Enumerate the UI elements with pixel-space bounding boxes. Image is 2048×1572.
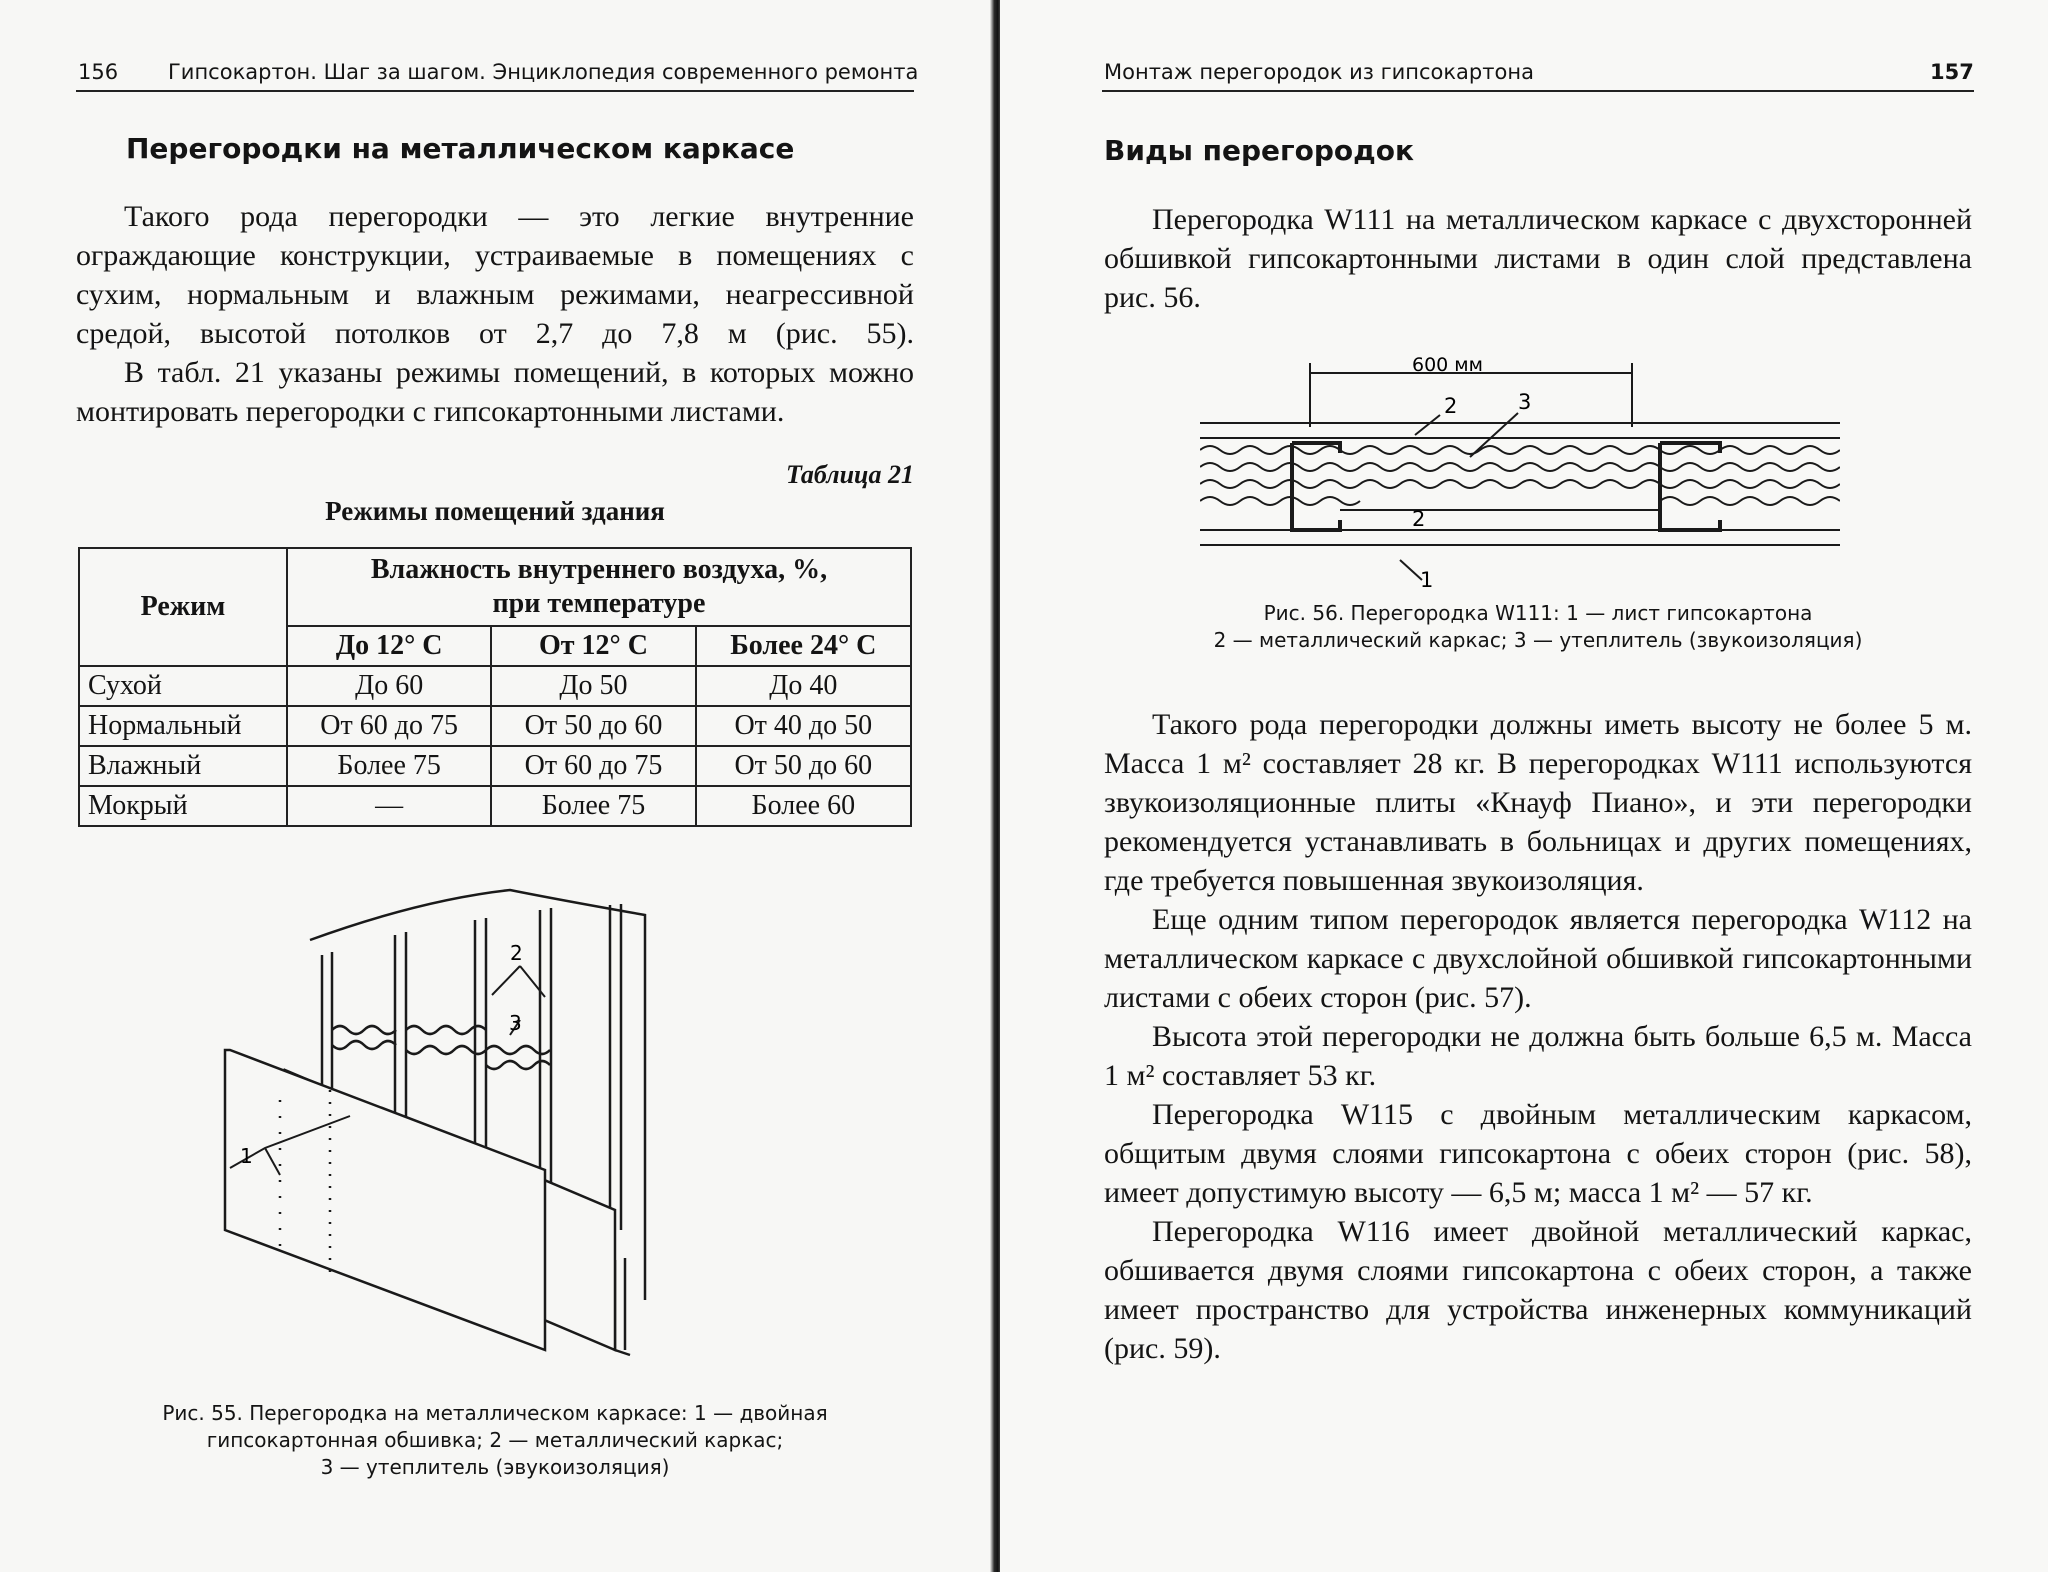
table-cell: Влажный [79, 746, 287, 786]
paragraph: Перегородка W116 имеет двойной металлический каркас, обшивается двумя слоями гипсокартона с обеих сторон, а также имеет пространство для устройства инженерных коммуникаций (рис. 59). [1104, 1215, 1972, 1365]
dimension-label: 600 мм [1412, 354, 1483, 376]
table-cell: До 60 [287, 666, 491, 706]
right-page [1000, 0, 2048, 1572]
table-cell: От 60 до 75 [287, 706, 491, 746]
table-title: Режимы помещений здания [325, 496, 665, 526]
figure-label: 2 [1412, 507, 1426, 531]
running-head: Гипсокартон. Шаг за шагом. Энциклопедия современного ремонта [168, 60, 919, 84]
paragraph: В табл. 21 указаны режимы помещений, в которых можно монтировать перегородки с гипсокартонными листами. [76, 356, 914, 428]
table-cell: Мокрый [79, 786, 287, 826]
figure-label: 3 [1518, 390, 1532, 414]
paragraph: Такого рода перегородки должны иметь высоту не более 5 м. Масса 1 м² составляет 28 кг. В перегородках W111 используются звукоизоляционные плиты «Кнауф Пиано», и эти перегородки рекомендуется устанавливать в больницах и других помещениях, где требуется повышенная звукоизоляция. [1104, 708, 1972, 897]
section-heading: Перегородки на металлическом каркасе [126, 132, 795, 165]
table-header-humidity: Влажность внутреннего воздуха, %, при температуре [287, 548, 911, 626]
table-subheader: От 12° С [491, 626, 695, 666]
table-cell: Более 75 [491, 786, 695, 826]
table-cell: От 60 до 75 [491, 746, 695, 786]
table-cell: Сухой [79, 666, 287, 706]
page-number: 156 [78, 60, 119, 84]
section-heading: Виды перегородок [1104, 134, 1415, 167]
body-text-top [1104, 200, 1972, 317]
figure-55-partition-drawing [220, 880, 700, 1380]
figure-56-caption: Рис. 56. Перегородка W111: 1 — лист гипсокартона 2 — металлический каркас; 3 — утеплитель (звукоизоляция) [1213, 601, 1863, 652]
figure-56-section-drawing [1200, 345, 1840, 590]
left-page [0, 0, 990, 1572]
header-rule [76, 90, 914, 92]
figure-label: 1 [240, 1144, 253, 1168]
table-cell: От 40 до 50 [696, 706, 911, 746]
table-cell: Более 60 [696, 786, 911, 826]
table-row [79, 666, 911, 706]
table-cell: До 50 [491, 666, 695, 706]
paragraph: Высота этой перегородки не должна быть больше 6,5 м. Масса 1 м² составляет 53 кг. [1104, 1020, 1972, 1092]
figure-label: 3 [509, 1011, 522, 1035]
table-cell: Более 75 [287, 746, 491, 786]
header-rule [1102, 90, 1974, 92]
table-row [79, 706, 911, 746]
paragraph: Перегородка W115 с двойным металлическим каркасом, общитым двумя слоями гипсокартона с обеих сторон (рис. 58), имеет допустимую высоту — 6,5 м; масса 1 м² — 57 кг. [1104, 1098, 1972, 1209]
figure-label: 2 [510, 941, 523, 965]
table-subheader: Более 24° С [696, 626, 911, 666]
table-cell: От 50 до 60 [696, 746, 911, 786]
running-head: Монтаж перегородок из гипсокартона [1104, 60, 1534, 84]
page-number: 157 [1930, 60, 1974, 84]
table-cell: До 40 [696, 666, 911, 706]
figure-label: 2 [1444, 394, 1458, 418]
paragraph: Еще одним типом перегородок является перегородка W112 на металлическом каркасе с двухслойной обшивкой гипсокартонными листами с обеих сторон (рис. 57). [1104, 903, 1972, 1014]
body-text-bottom [1104, 705, 1972, 1368]
paragraph: Перегородка W111 на металлическом каркасе с двухсторонней обшивкой гипсокартонными листами в один слой представлена рис. 56. [1104, 203, 1972, 314]
table-cell: Нормальный [79, 706, 287, 746]
table-row [79, 786, 911, 826]
table-label: Таблица 21 [785, 460, 914, 489]
table-cell: — [287, 786, 491, 826]
table-subheader: До 12° С [287, 626, 491, 666]
modes-table [78, 547, 912, 827]
paragraph: Такого рода перегородки — это легкие внутренние ограждающие конструкции, устраиваемые в помещениях с сухим, нормальным и влажным режимами, неагрессивной средой, высотой потолков от 2,7 до 7,8 м (рис. 55). [76, 200, 914, 350]
figure-55-caption: Рис. 55. Перегородка на металлическом каркасе: 1 — двойная гипсокартонная обшивка; 2 — металлический каркас; 3 — утеплитель (эвукоизоляция) [162, 1401, 828, 1479]
figure-label: 1 [1420, 568, 1434, 590]
table-row [79, 746, 911, 786]
table-header-mode: Режим [79, 548, 287, 666]
table-cell: От 50 до 60 [491, 706, 695, 746]
body-text [76, 197, 914, 431]
